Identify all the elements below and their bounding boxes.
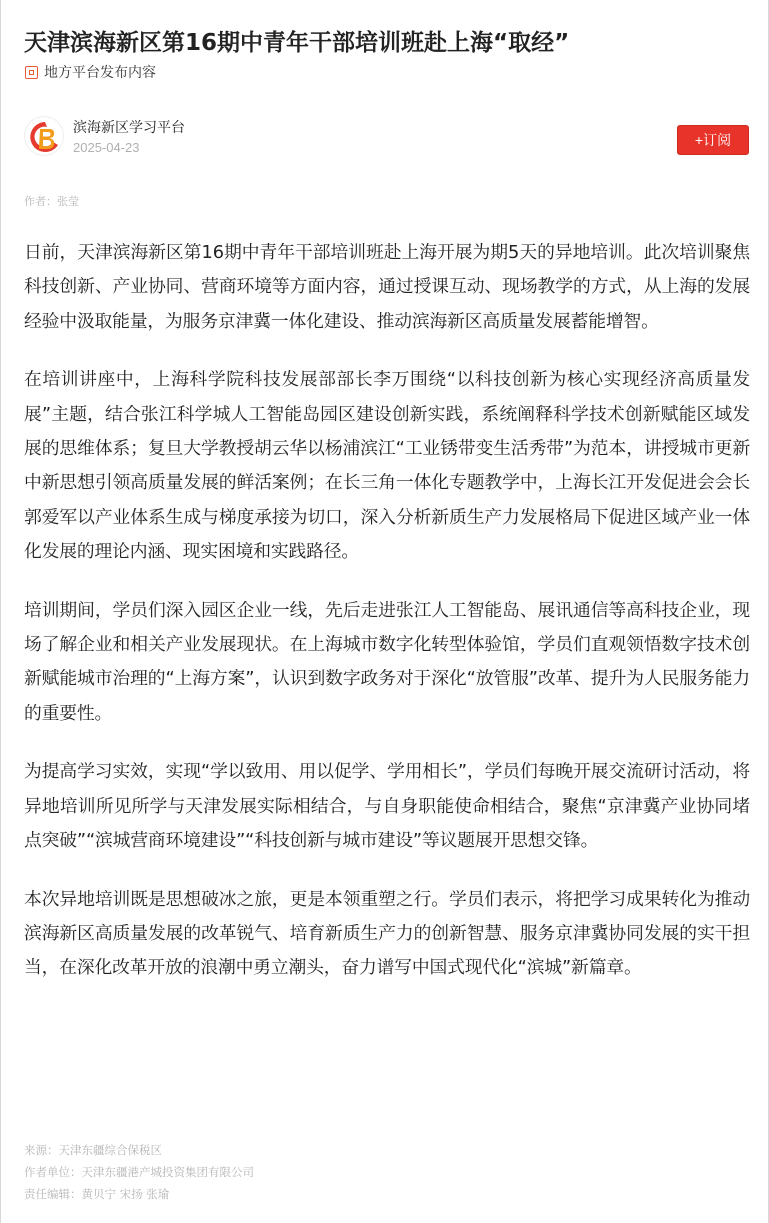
publisher-row — [24, 116, 749, 162]
author-unit: 作者单位：天津东疆港产城投资集团有限公司 — [24, 1165, 254, 1179]
article-footer — [24, 1139, 254, 1205]
publish-date: 2025-04-23 — [73, 140, 140, 155]
responsible-editor: 责任编辑：黄贝宁 宋扬 张瑜 — [24, 1187, 170, 1201]
article-byline: 作者：张莹 — [24, 195, 79, 208]
article-paragraph: 培训期间，学员们深入园区企业一线，先后走进张江人工智能岛、展讯通信等高科技企业，现场了解企业和相关产业发展现状。在上海城市数字化转型体验馆，学员们直观领悟数字技术创新赋能城市治理的“上海方案”，认识到数字政务对于深化“放管服”改革、提升为人民服务能力的重要性。 — [24, 599, 750, 724]
article-paragraph: 为提高学习实效，实现“学以致用、用以促学、学用相长”，学员们每晚开展交流研讨活动，将异地培训所见所学与天津发展实际相结合，与自身职能使命相结合，聚焦“京津冀产业协同堵点突破”“滨城营商环境建设”“科技创新与城市建设”等议题展开思想交锋。 — [24, 761, 750, 852]
platform-tag — [25, 62, 156, 82]
publisher-logo-icon — [25, 117, 64, 156]
article-title: 天津滨海新区第16期中青年干部培训班赴上海“取经” — [24, 30, 570, 57]
publisher-name[interactable]: 滨海新区学习平台 — [73, 120, 185, 136]
publisher-avatar[interactable] — [24, 116, 64, 156]
article-source: 来源：天津东疆综合保税区 — [24, 1143, 162, 1157]
document-icon — [25, 66, 38, 79]
subscribe-button[interactable]: +订阅 — [677, 125, 749, 155]
article-paragraph: 在培训讲座中，上海科学院科技发展部部长李万围绕“以科技创新为核心实现经济高质量发展”主题，结合张江科学城人工智能岛园区建设创新实践，系统阐释科学技术创新赋能区域发展的思维体系；复旦大学教授胡云华以杨浦滨江“工业锈带变生活秀带”为范本，讲授城市更新中新思想引领高质量发展的鲜活案例；在长三角一体化专题教学中，上海长江开发促进会会长郭爱军以产业体系生成与梯度承接为切口，深入分析新质生产力发展格局下促进区域产业一体化发展的理论内涵、现实困境和实践路径。 — [24, 369, 750, 563]
platform-tag-label: 地方平台发布内容 — [44, 65, 156, 81]
article-paragraph: 本次异地培训既是思想破冰之旅，更是本领重塑之行。学员们表示，将把学习成果转化为推动滨海新区高质量发展的改革锐气、培育新质生产力的创新智慧、服务京津冀协同发展的实干担当，在深化改革开放的浪潮中勇立潮头，奋力谱写中国式现代化“滨城”新篇章。 — [24, 888, 750, 979]
article-paragraph: 日前，天津滨海新区第16期中青年干部培训班赴上海开展为期5天的异地培训。此次培训聚焦科技创新、产业协同、营商环境等方面内容，通过授课互动、现场教学的方式，从上海的发展经验中汲取能量，为服务京津冀一体化建设、推动滨海新区高质量发展蓄能增智。 — [24, 242, 750, 332]
article-body — [24, 236, 750, 1010]
